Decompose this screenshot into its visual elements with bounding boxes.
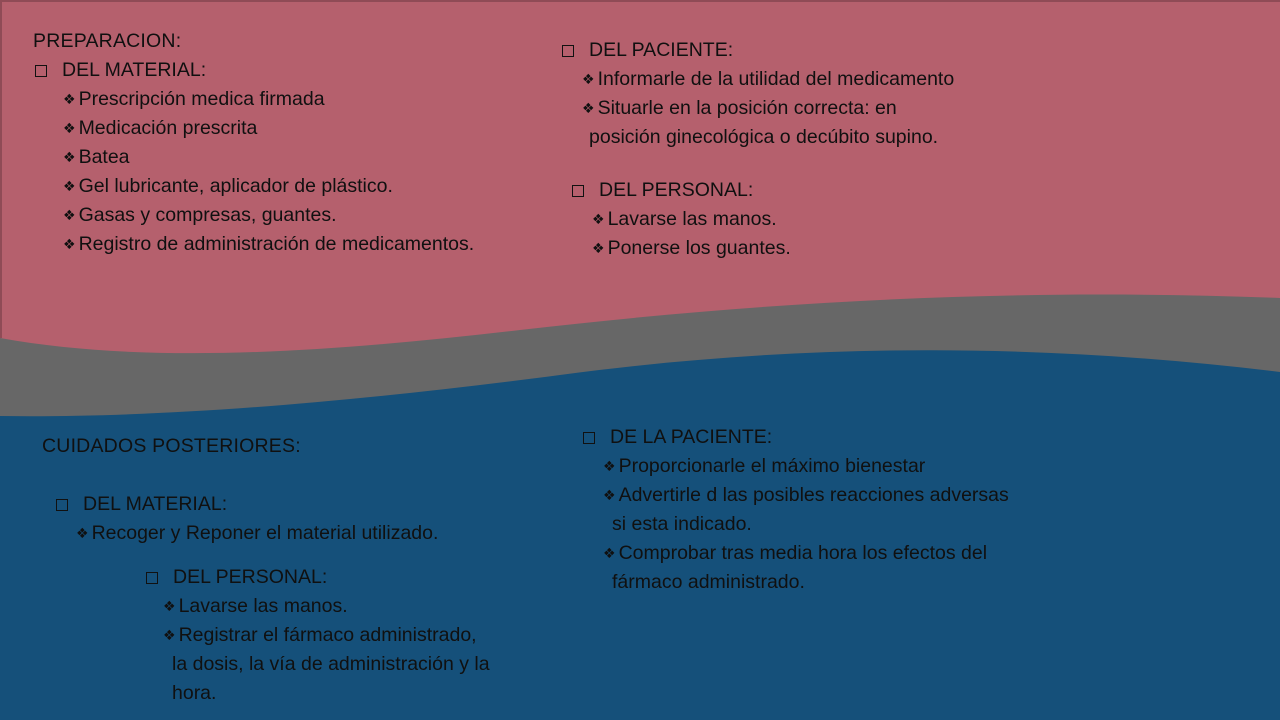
preparacion-personal-list xyxy=(592,205,791,263)
list-item-text: Prescripción medica firmada xyxy=(78,88,325,110)
cuidados-paciente-title: DE LA PACIENTE: xyxy=(610,426,773,448)
list-item xyxy=(592,205,791,234)
list-item-text: Recoger y Reponer el material utilizado. xyxy=(91,522,439,544)
cuidados-personal-title: DEL PERSONAL: xyxy=(173,566,328,588)
cuidados-material-list xyxy=(76,519,438,548)
four-diamond-icon: ❖ xyxy=(63,120,76,136)
preparacion-paciente-list xyxy=(582,65,954,152)
list-item-text: Registro de administración de medicamentos. xyxy=(78,233,475,255)
list-item xyxy=(582,94,954,123)
list-item-text: Situarle en la posición correcta: en xyxy=(597,97,897,119)
hollow-square-icon xyxy=(146,572,158,584)
preparacion-material-list xyxy=(63,85,474,259)
four-diamond-icon: ❖ xyxy=(592,240,605,256)
list-item-continuation: posición ginecológica o decúbito supino. xyxy=(589,126,939,148)
cuidados-material-subheading xyxy=(56,490,438,519)
four-diamond-icon: ❖ xyxy=(582,100,595,116)
preparacion-personal-subheading xyxy=(572,176,791,205)
preparacion-paciente-subheading xyxy=(562,36,954,65)
list-item-text: Medicación prescrita xyxy=(78,117,258,139)
list-item-continuation: fármaco administrado. xyxy=(612,571,805,593)
cuidados-personal-subheading xyxy=(146,563,490,592)
list-item-text: Comprobar tras media hora los efectos del xyxy=(618,542,988,564)
list-item xyxy=(63,230,474,259)
four-diamond-icon: ❖ xyxy=(63,236,76,252)
preparacion-material-title: DEL MATERIAL: xyxy=(62,59,207,81)
hollow-square-icon xyxy=(56,499,68,511)
four-diamond-icon: ❖ xyxy=(603,487,616,503)
list-item-continuation: la dosis, la vía de administración y la xyxy=(172,653,490,675)
four-diamond-icon: ❖ xyxy=(163,627,176,643)
four-diamond-icon: ❖ xyxy=(63,207,76,223)
list-item xyxy=(76,519,438,548)
list-item-text: Registrar el fármaco administrado, xyxy=(178,624,477,646)
list-item xyxy=(163,592,490,621)
preparacion-personal-section xyxy=(572,176,791,263)
list-item-text: Batea xyxy=(78,146,130,168)
four-diamond-icon: ❖ xyxy=(63,149,76,165)
cuidados-personal-section xyxy=(146,563,490,708)
list-item-text: Lavarse las manos. xyxy=(607,208,777,230)
list-item-text: Advertirle d las posibles reacciones adversas xyxy=(618,484,1009,506)
four-diamond-icon: ❖ xyxy=(63,91,76,107)
list-item xyxy=(63,201,474,230)
preparacion-personal-title: DEL PERSONAL: xyxy=(599,179,754,201)
list-item-continuation: hora. xyxy=(172,682,217,704)
cuidados-personal-list xyxy=(163,592,490,708)
cuidados-material-section xyxy=(56,490,438,548)
hollow-square-icon xyxy=(572,185,584,197)
hollow-square-icon xyxy=(35,65,47,77)
list-item-text: Lavarse las manos. xyxy=(178,595,348,617)
list-item xyxy=(592,234,791,263)
hollow-square-icon xyxy=(583,432,595,444)
list-item-text: Informarle de la utilidad del medicamento xyxy=(597,68,955,90)
list-item xyxy=(63,143,474,172)
list-item xyxy=(63,114,474,143)
list-item-continuation: si esta indicado. xyxy=(612,513,752,535)
list-item-text: Ponerse los guantes. xyxy=(607,237,791,259)
cuidados-paciente-section xyxy=(583,423,1009,597)
preparacion-paciente-title: DEL PACIENTE: xyxy=(589,39,734,61)
list-item-text: Proporcionarle el máximo bienestar xyxy=(618,455,926,477)
four-diamond-icon: ❖ xyxy=(592,211,605,227)
hollow-square-icon xyxy=(562,45,574,57)
list-item xyxy=(63,85,474,114)
preparacion-material-subheading xyxy=(35,56,474,85)
preparacion-paciente-section xyxy=(562,36,954,152)
four-diamond-icon: ❖ xyxy=(582,71,595,87)
preparacion-heading: PREPARACION: xyxy=(33,30,182,52)
list-item xyxy=(603,452,1009,481)
four-diamond-icon: ❖ xyxy=(163,598,176,614)
four-diamond-icon: ❖ xyxy=(63,178,76,194)
list-item xyxy=(603,539,1009,568)
preparacion-material-section xyxy=(33,27,474,259)
list-item xyxy=(582,65,954,94)
four-diamond-icon: ❖ xyxy=(603,458,616,474)
list-item-text: Gasas y compresas, guantes. xyxy=(78,204,337,226)
four-diamond-icon: ❖ xyxy=(76,525,89,541)
cuidados-paciente-list xyxy=(603,452,1009,597)
list-item xyxy=(163,621,490,650)
list-item xyxy=(603,481,1009,510)
four-diamond-icon: ❖ xyxy=(603,545,616,561)
list-item xyxy=(63,172,474,201)
list-item-text: Gel lubricante, aplicador de plástico. xyxy=(78,175,393,197)
cuidados-heading: CUIDADOS POSTERIORES: xyxy=(42,435,301,457)
cuidados-paciente-subheading xyxy=(583,423,1009,452)
cuidados-material-title: DEL MATERIAL: xyxy=(83,493,228,515)
